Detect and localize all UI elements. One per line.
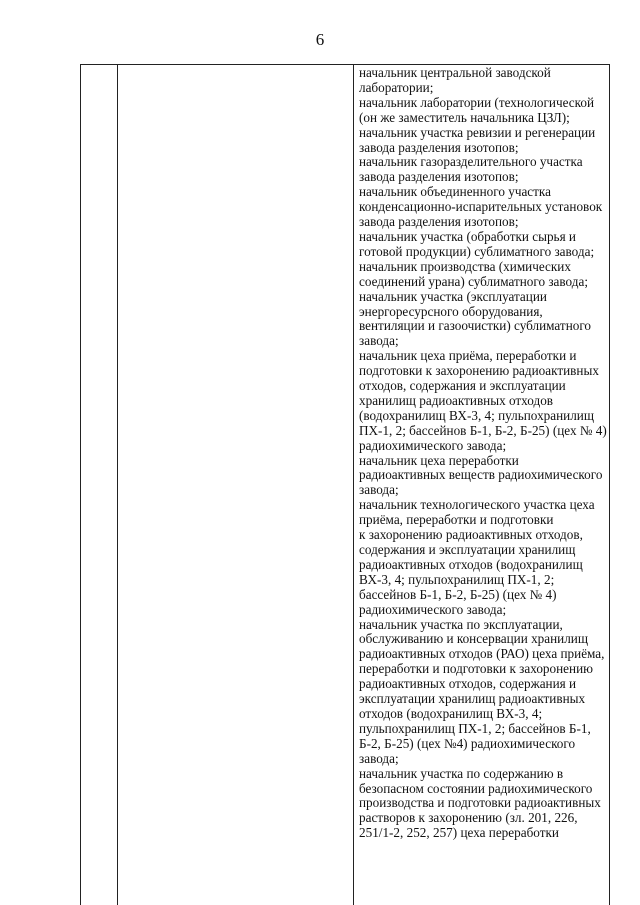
text-line: (он же заместитель начальника ЦЗЛ); [359, 109, 570, 125]
text-line: начальник объединенного участка [359, 184, 551, 200]
text-line: безопасном состоянии радиохимического [359, 780, 593, 796]
text-line: содержания и эксплуатации хранилищ [359, 542, 576, 557]
text-line: завода; [359, 333, 399, 349]
text-line: начальник участка ревизии и регенерации [359, 124, 596, 140]
text-line: завода; [359, 750, 399, 766]
text-line: радиоактивных отходов, содержания и [359, 676, 577, 692]
text-line: пульпохранилищ ПХ-1, 2; бассейнов Б-1, [359, 720, 591, 736]
text-line: начальник цеха приёма, переработки и [359, 348, 577, 364]
text-line: эксплуатации хранилищ радиоактивных [359, 691, 586, 707]
text-line: отходов (водохранилищ ВХ-3, 4; [359, 705, 543, 721]
column-divider-1 [117, 65, 118, 905]
text-line: 251/1-2, 252, 257) цеха переработки [359, 825, 559, 841]
text-line: энергоресурсного оборудования, [359, 303, 543, 319]
text-line: переработки и подготовки к захоронению [359, 661, 593, 677]
text-line: радиоактивных отходов (водохранилищ [359, 556, 583, 572]
text-line: начальник лаборатории (технологической [359, 94, 595, 110]
text-line: начальник участка по эксплуатации, [359, 616, 563, 632]
text-line: завода; [359, 482, 399, 498]
text-line: конденсационно-испарительных установок [359, 199, 603, 215]
column-divider-2 [353, 65, 354, 905]
text-line: радиохимического завода; [359, 601, 507, 617]
text-line: ВХ-3, 4; пульпохранилищ ПХ-1, 2; [359, 571, 555, 587]
text-line: соединений урана) сублиматного завода; [359, 273, 588, 289]
text-line: начальник участка (обработки сырья и [359, 228, 576, 244]
text-line: завода разделения изотопов; [359, 214, 519, 230]
text-line: радиоактивных веществ радиохимического [359, 467, 603, 483]
text-line: начальник производства (химических [359, 258, 571, 274]
text-line: радиохимического завода; [359, 437, 507, 453]
text-line: радиоактивных отходов (РАО) цеха приёма, [359, 646, 605, 662]
text-line: обслуживанию и консервации хранилищ [359, 631, 589, 647]
text-line: лаборатории; [359, 79, 434, 95]
text-line: к захоронению радиоактивных отходов, [359, 527, 583, 543]
text-line: завода разделения изотопов; [359, 139, 519, 155]
text-line: начальник центральной заводской [359, 65, 551, 80]
text-line: производства и подготовки радиоактивных [359, 795, 601, 811]
text-line: подготовки к захоронению радиоактивных [359, 363, 599, 379]
text-line: начальник технологического участка цеха [359, 497, 595, 513]
page-number: 6 [315, 30, 325, 49]
text-line: вентиляции и газоочистки) сублиматного [359, 318, 592, 334]
text-line: (водохранилищ ВХ-3, 4; пульпохранилищ [359, 407, 595, 423]
text-line: растворов к захоронению (зл. 201, 226, [359, 810, 578, 826]
text-line: хранилищ радиоактивных отходов [359, 392, 554, 408]
text-line: Б-2, Б-25) (цех №4) радиохимического [359, 735, 576, 751]
text-line: готовой продукции) сублиматного завода; [359, 243, 595, 259]
positions-list-cell [359, 66, 607, 841]
text-line: отходов, содержания и эксплуатации [359, 378, 566, 394]
document-table [80, 64, 610, 905]
text-line: начальник газоразделительного участка [359, 154, 583, 170]
text-line: завода разделения изотопов; [359, 169, 519, 185]
text-line: начальник участка по содержанию в [359, 765, 564, 781]
text-line: бассейнов Б-1, Б-2, Б-25) (цех № 4) [359, 586, 557, 602]
text-line: приёма, переработки и подготовки [359, 512, 554, 528]
text-line: ПХ-1, 2; бассейнов Б-1, Б-2, Б-25) (цех № 4) [359, 422, 607, 438]
text-line: начальник цеха переработки [359, 452, 519, 468]
text-line: начальник участка (эксплуатации [359, 288, 547, 304]
